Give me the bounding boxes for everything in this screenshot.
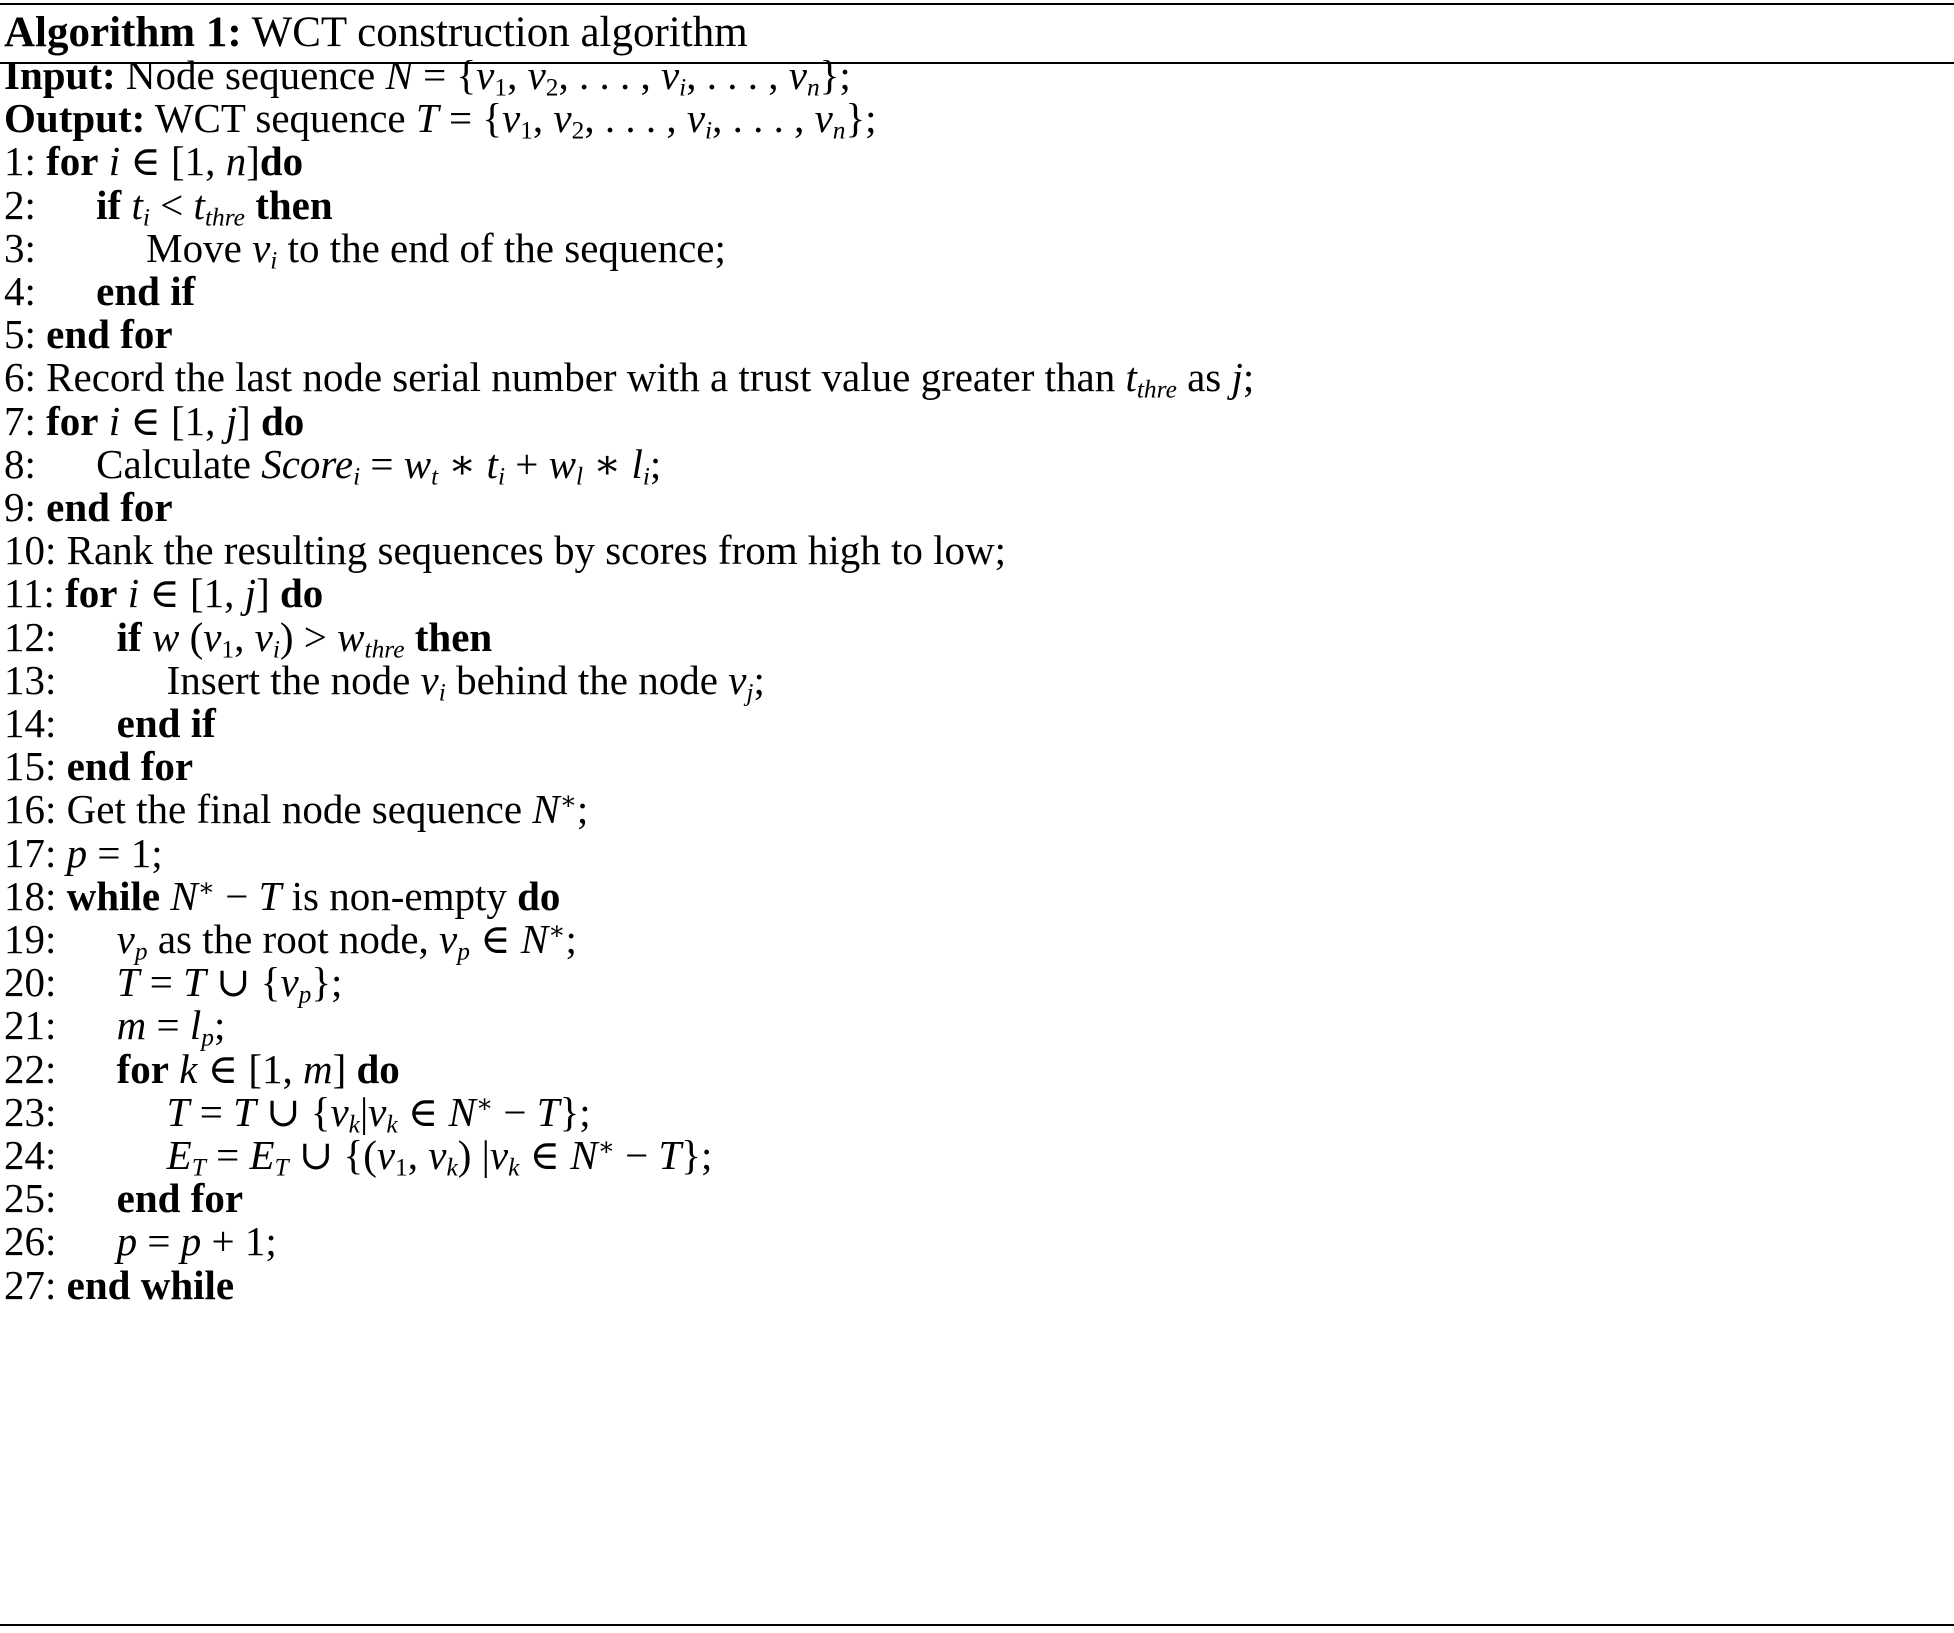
step-text: Move $v_i$ to the end of the sequence; (146, 224, 726, 275)
step-text: Rank the resulting sequences by scores from high to low; (66, 527, 1007, 574)
step-text: for i ∈ [1, n]do (46, 138, 304, 185)
step-text: end for (116, 1175, 244, 1222)
step-text: p = p + 1; (116, 1218, 277, 1265)
line-number: 21: (4, 1002, 57, 1049)
line-number: 16: (4, 786, 57, 833)
step-text: while N∗ − T is non-empty do (66, 872, 561, 919)
line-number: 10: (4, 527, 57, 574)
caption-label: Algorithm 1: (4, 9, 242, 56)
line-number: 2: (4, 181, 36, 228)
algorithm-line (4, 1258, 234, 1312)
step-text: Record the last node serial number with a trust value greater than $t_{thre}$ as j; (46, 354, 1255, 404)
line-number: 12: (4, 613, 57, 660)
line-number: 18: (4, 872, 57, 919)
bottom-rule (0, 1624, 1954, 1626)
line-number: 22: (4, 1045, 57, 1092)
step-text: end for (46, 311, 173, 358)
line-number: 13: (4, 656, 57, 703)
step-text: $E_T = E_T$ ∪ {($v_1$, $v_k$) $|v_k$ ∈ N∗ − T}; (166, 1132, 713, 1182)
input-text: Node sequence $N = \{v_1$, $v_2$, . . . , $v_i$, . . . , $v_n$}; (125, 52, 851, 102)
step-text: Get the final node sequence N∗; (66, 786, 589, 833)
line-number: 24: (4, 1132, 57, 1178)
line-number: 15: (4, 743, 57, 790)
line-number: 11: (4, 570, 55, 617)
input-label: Input: (4, 52, 116, 98)
step-text: Insert the node $v_i$ behind the node $v_j$; (166, 656, 765, 707)
line-number: 9: (4, 484, 36, 530)
step-text: for i ∈ [1, j] do (65, 570, 324, 617)
output-text: WCT sequence $T = \{v_1$, $v_2$, . . . , $v_i$, . . . , $v_n$}; (154, 95, 877, 145)
caption-title: WCT construction algorithm (251, 9, 748, 56)
step-text: p = 1; (66, 829, 163, 876)
line-number: 23: (4, 1088, 57, 1135)
step-text: if $t_i < t_{thre}$ then (96, 181, 333, 231)
line-number: 14: (4, 700, 57, 746)
line-number: 17: (4, 829, 57, 876)
step-text: T = T ∪ $\{v_p\}$; (116, 959, 343, 1009)
step-text: end if (116, 700, 216, 746)
line-number: 4: (4, 268, 36, 314)
step-text: end while (66, 1261, 235, 1308)
line-number: 8: (4, 440, 36, 487)
step-text: for k ∈ [1, m] do (116, 1045, 400, 1092)
step-text: $m = l_p$; (116, 1002, 226, 1052)
line-number: 26: (4, 1218, 57, 1265)
line-number: 6: (4, 354, 36, 401)
line-number: 27: (4, 1261, 57, 1308)
line-number: 5: (4, 311, 36, 358)
line-number: 7: (4, 397, 36, 444)
step-text: for i ∈ [1, j] do (46, 397, 305, 444)
line-number: 25: (4, 1175, 57, 1222)
line-number: 3: (4, 224, 36, 271)
line-number: 20: (4, 959, 57, 1006)
output-label: Output: (4, 95, 146, 142)
step-text: end if (96, 268, 196, 314)
step-text: $v_p$ as the root node, $v_p$ ∈ N∗; (116, 916, 577, 966)
line-number: 1: (4, 138, 36, 185)
step-text: T = T ∪ {$v_k|v_k$ ∈ N∗ − T}; (166, 1088, 591, 1139)
step-text: if w ($v_1$, $v_i) > w_{thre}$ then (116, 613, 493, 663)
line-number: 19: (4, 916, 57, 962)
step-text: Calculate Score$_i$ = $w_t$ ∗ $t_i + w_l$ ∗ $l_i$; (96, 440, 662, 491)
step-text: end for (66, 743, 194, 790)
step-text: end for (46, 484, 173, 530)
